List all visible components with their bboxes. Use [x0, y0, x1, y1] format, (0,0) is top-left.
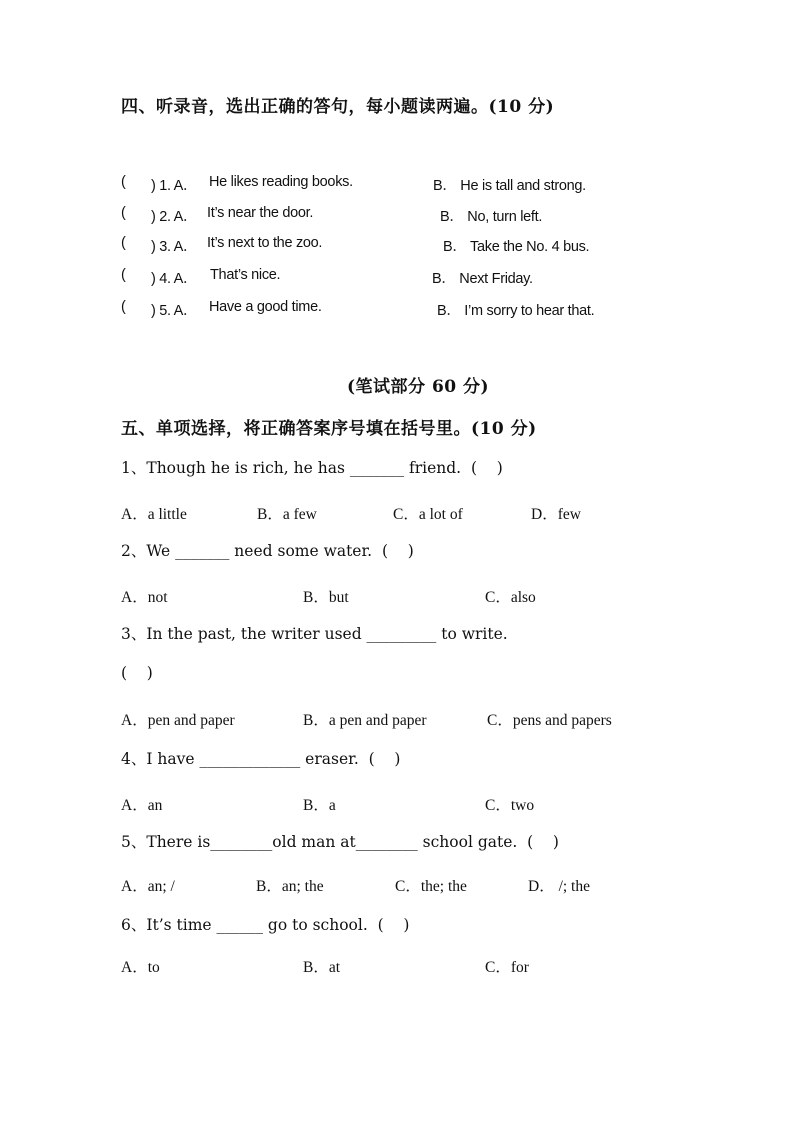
option: C．for [485, 959, 529, 976]
answer-paren-open: ( [121, 299, 126, 315]
option: B．a few [257, 506, 317, 523]
option: B．a [303, 797, 336, 814]
option-a: It’s next to the zoo. [207, 235, 323, 251]
answer-parens: ( ) [121, 664, 153, 682]
option: C．two [485, 797, 535, 814]
item-number: ) 5. A． [151, 303, 198, 319]
question-stem: 6、It’s time ______ go to school. ( ) [121, 916, 410, 934]
option-a: He likes reading books. [209, 174, 353, 190]
option: D． /; the [528, 878, 590, 895]
option-b: B． Next Friday. [432, 271, 533, 287]
option: B．but [303, 589, 349, 606]
answer-paren-open: ( [121, 174, 126, 190]
section4-heading: 四、听录音，选出正确的答句，每小题读两遍。(10 分) [121, 97, 555, 117]
option: A．to [121, 959, 160, 976]
option: C．the; the [395, 878, 467, 895]
question-stem: 1、Though he is rich, he has _______ friend. ( ) [121, 459, 503, 477]
item-number: ) 2. A． [151, 209, 198, 225]
option: A．an; / [121, 878, 175, 895]
answer-paren-open: ( [121, 267, 126, 283]
question-stem: 2、We _______ need some water. ( ) [121, 542, 414, 560]
option-b: B． No, turn left. [440, 209, 543, 225]
question-stem: 5、There is________old man at________ school gate. ( ) [121, 833, 559, 851]
option: D．few [531, 506, 581, 523]
answer-paren-open: ( [121, 235, 126, 251]
option-a: Have a good time. [209, 299, 322, 315]
option: B．an; the [256, 878, 324, 895]
option: C．pens and papers [487, 712, 612, 729]
item-number: ) 3. A． [151, 239, 198, 255]
option-b: B． I’m sorry to hear that. [437, 303, 595, 319]
option: B．at [303, 959, 341, 976]
option: C．also [485, 589, 536, 606]
question-stem: 3、In the past, the writer used _________ to write. [121, 625, 508, 643]
option-a: It’s near the door. [207, 205, 314, 221]
item-number: ) 1. A． [151, 178, 198, 194]
item-number: ) 4. A． [151, 271, 198, 287]
option-a: That’s nice. [210, 267, 281, 283]
written-part-title: (笔试部分 60 分) [347, 377, 490, 397]
option: A．a little [121, 506, 187, 523]
option: A．pen and paper [121, 712, 235, 729]
option: B．a pen and paper [303, 712, 427, 729]
option: A．not [121, 589, 168, 606]
option-b: B． He is tall and strong. [433, 178, 586, 194]
option: C．a lot of [393, 506, 463, 523]
answer-paren-open: ( [121, 205, 126, 221]
question-stem: 4、I have _____________ eraser. ( ) [121, 750, 401, 768]
option: A．an [121, 797, 163, 814]
section5-heading: 五、单项选择，将正确答案序号填在括号里。(10 分) [121, 419, 537, 439]
option-b: B． Take the No. 4 bus. [443, 239, 590, 255]
